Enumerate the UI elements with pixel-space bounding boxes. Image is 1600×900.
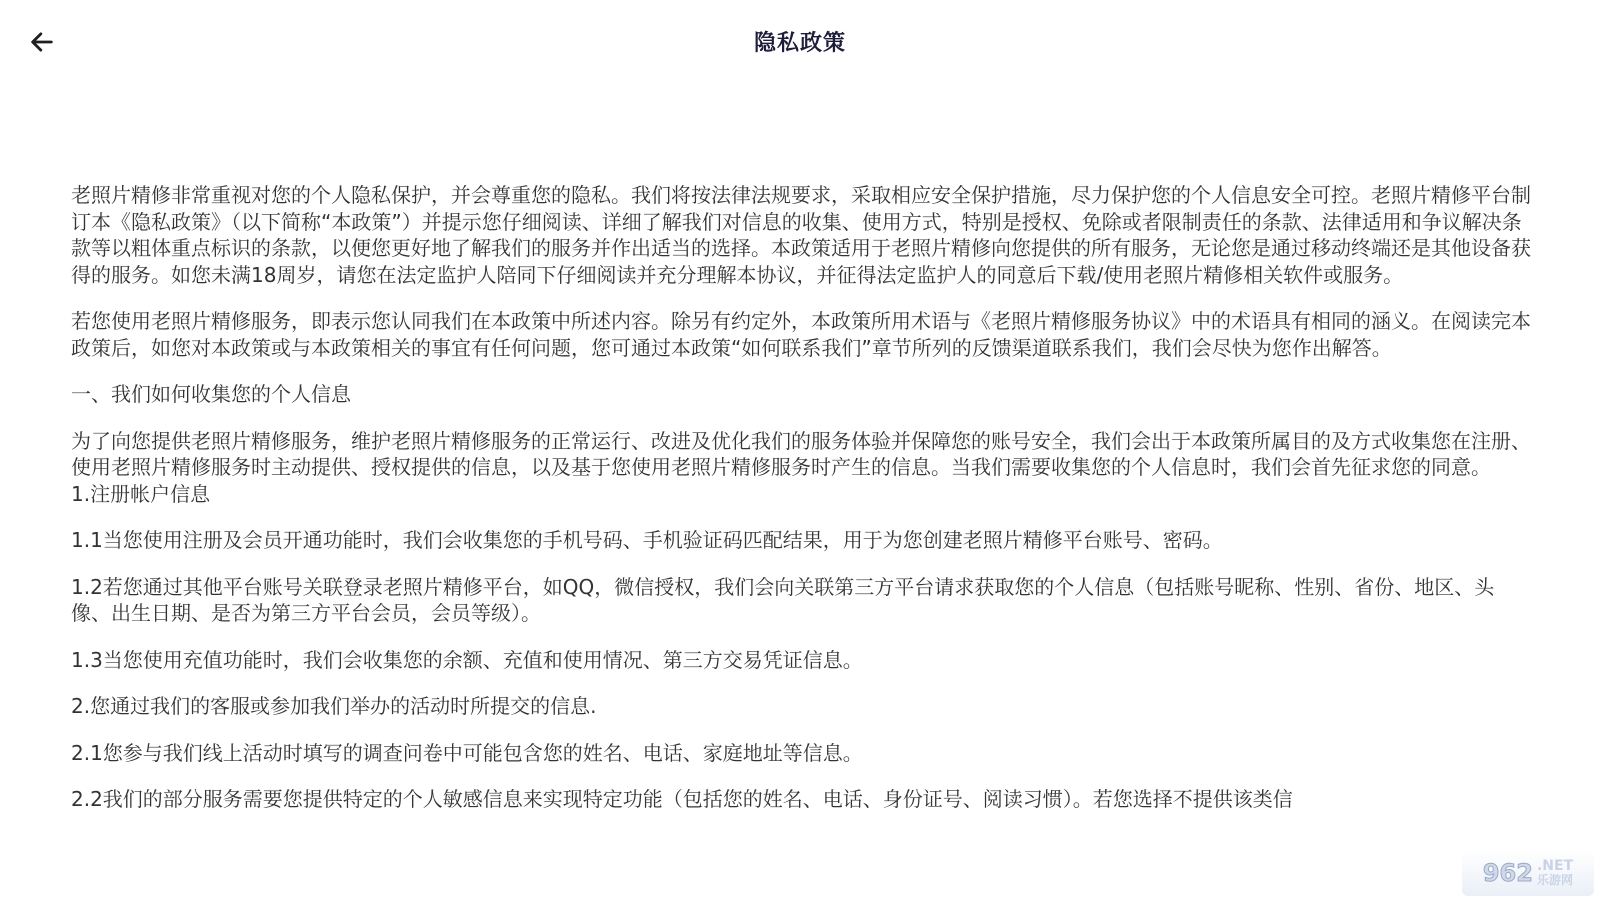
policy-paragraph: 2.2我们的部分服务需要您提供特定的个人敏感信息来实现特定功能（包括您的姓名、电话、身份证号、阅读习惯）。若您选择不提供该类信 — [71, 787, 1293, 811]
section-heading: 一、我们如何收集您的个人信息 — [71, 382, 351, 406]
policy-paragraph: 1.2若您通过其他平台账号关联登录老照片精修平台，如QQ，微信授权，我们会向关联第三方平台请求获取您的个人信息（包括账号昵称、性别、省份、地区、头像、出生日期、是否为第三方平台会员，会员等级）。 — [71, 574, 1495, 625]
policy-paragraph: 2.1您参与我们线上活动时填写的调查问卷中可能包含您的姓名、电话、家庭地址等信息。 — [71, 740, 863, 765]
policy-content — [71, 182, 1531, 833]
policy-paragraph: 2.您通过我们的客服或参加我们举办的活动时所提交的信息. — [71, 694, 597, 718]
policy-paragraph: 老照片精修非常重视对您的个人隐私保护，并会尊重您的隐私。我们将按法律法规要求，采取相应安全保护措施，尽力保护您的个人信息安全可控。老照片精修平台制订本《隐私政策》（以下简称“本政策”）并提示您仔细阅读、详细了解我们对信息的收集、使用方式，特别是授权、免除或者限制责任的条款、法律适用和争议解决条款等以粗体重点标识的条款，以便您更好地了解我们的服务并作出适当的选择。本政策适用于老照片精修向您提供的所有服务，无论您是通过移动终端还是其他设备获得的服务。如您未满18周岁，请您在法定监护人陪同下仔细阅读并充分理解本协议，并征得法定监护人的同意后下载/使用老照片精修相关软件或服务。 — [71, 183, 1531, 287]
page-title: 隐私政策 — [753, 31, 846, 56]
subsection-heading: 1.注册帐户信息 — [71, 481, 211, 506]
policy-paragraph: 1.3当您使用充值功能时，我们会收集您的余额、充值和使用情况、第三方交易凭证信息。 — [71, 647, 863, 672]
top-bar — [0, 0, 1600, 86]
policy-paragraph: 1.1当您使用注册及会员开通功能时，我们会收集您的手机号码、手机验证码匹配结果，用于为您创建老照片精修平台账号、密码。 — [71, 528, 1223, 552]
watermark-side — [1537, 859, 1573, 887]
policy-paragraph: 为了向您提供老照片精修服务，维护老照片精修服务的正常运行、改进及优化我们的服务体验并保障您的账号安全，我们会出于本政策所属目的及方式收集您在注册、使用老照片精修服务时主动提供、授权提供的信息，以及基于您使用老照片精修服务时产生的信息。当我们需要收集您的个人信息时，我们会首先征求您的同意。 — [71, 428, 1531, 479]
site-watermark — [1462, 850, 1594, 896]
policy-paragraph: 若您使用老照片精修服务，即表示您认同我们在本政策中所述内容。除另有约定外，本政策所用术语与《老照片精修服务协议》中的术语具有相同的涵义。在阅读完本政策后，如您对本政策或与本政策相关的事宜有任何问题，您可通过本政策“如何联系我们”章节所列的反馈渠道联系我们，我们会尽快为您作出解答。 — [71, 309, 1531, 360]
watermark-suffix: .NET — [1536, 858, 1574, 874]
watermark-sub: 乐游网 — [1536, 873, 1573, 887]
watermark-number: 962 — [1482, 859, 1533, 887]
